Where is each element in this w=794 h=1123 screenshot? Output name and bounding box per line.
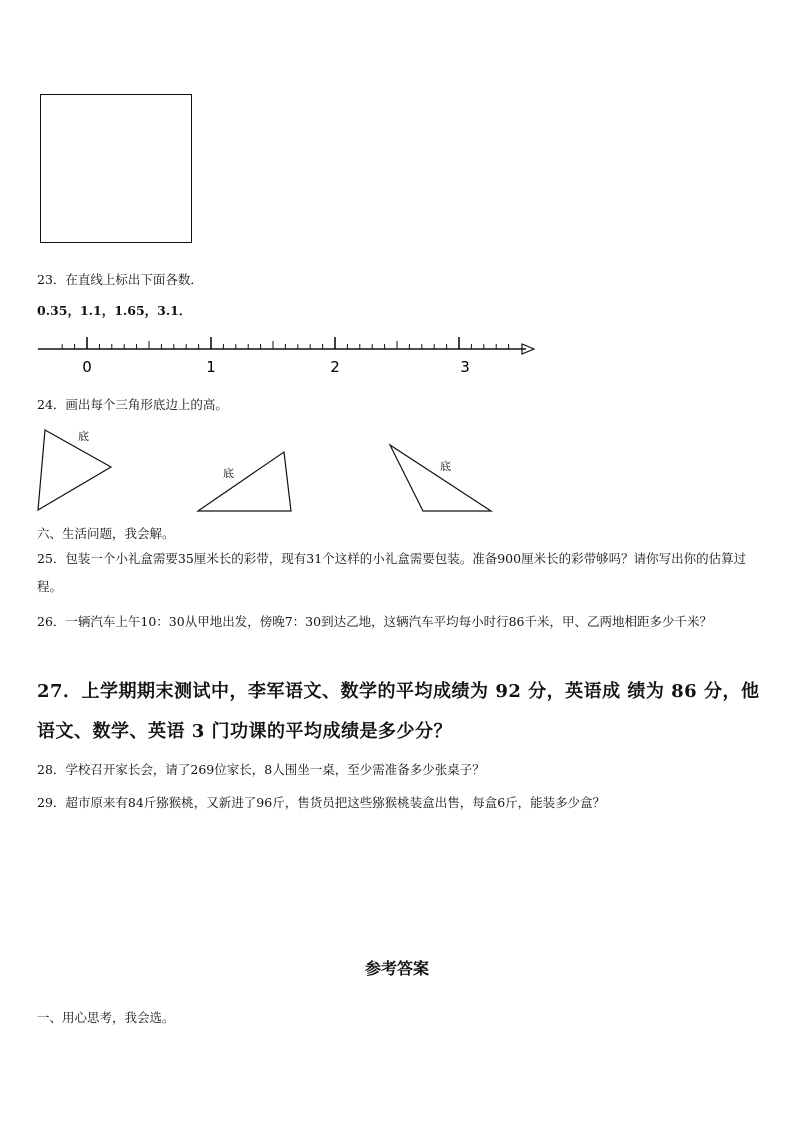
tick-label-0: 0	[82, 358, 92, 376]
triangle-3-base-label: 底	[440, 460, 451, 473]
q27-text: 27．上学期期末测试中，李军语文、数学的平均成绩为 92 分，英语成 绩为 86 分，他语文、数学、英语 3 门功课的平均成绩是多少分？	[37, 681, 760, 742]
q28-text: 28．学校召开家长会，请了269位家长，8人围坐一桌，至少需准备多少张桌子？	[37, 762, 485, 777]
triangle-2	[198, 452, 291, 511]
q24-prompt: 24．画出每个三角形底边上的高。	[37, 397, 228, 412]
q26-text: 26．一辆汽车上午10：30从甲地出发，傍晚7：30到达乙地，这辆汽车平均每小时行86千米，甲、乙两地相距多少千米？	[37, 614, 712, 629]
tick-label-3: 3	[460, 358, 470, 376]
square-figure	[40, 94, 192, 243]
tick-label-1: 1	[206, 358, 216, 376]
q23-prompt: 23．在直线上标出下面各数．	[37, 272, 203, 287]
triangles-figure	[30, 420, 510, 520]
triangle-1-base-label: 底	[78, 430, 89, 443]
answers-title: 参考答案	[364, 959, 429, 978]
number-line	[36, 330, 540, 376]
q25-text: 25．包装一个小礼盒需要35厘米长的彩带，现有31个这样的小礼盒需要包装。准备900厘米长的彩带够吗？请你写出你的估算过程。	[37, 551, 747, 594]
tick-label-2: 2	[330, 358, 340, 376]
section6-heading: 六、生活问题，我会解。	[37, 526, 175, 541]
triangle-1	[38, 430, 111, 510]
triangle-3	[390, 445, 491, 511]
answers-section1: 一、用心思考，我会选。	[37, 1010, 175, 1025]
q29-text: 29．超市原来有84斤猕猴桃，又新进了96斤，售货员把这些猕猴桃装盒出售，每盒6斤，能装多少盒？	[37, 795, 606, 810]
q23-numbers: 0.35，1.1，1.65，3.1．	[37, 303, 192, 318]
triangle-2-base-label: 底	[223, 467, 234, 480]
